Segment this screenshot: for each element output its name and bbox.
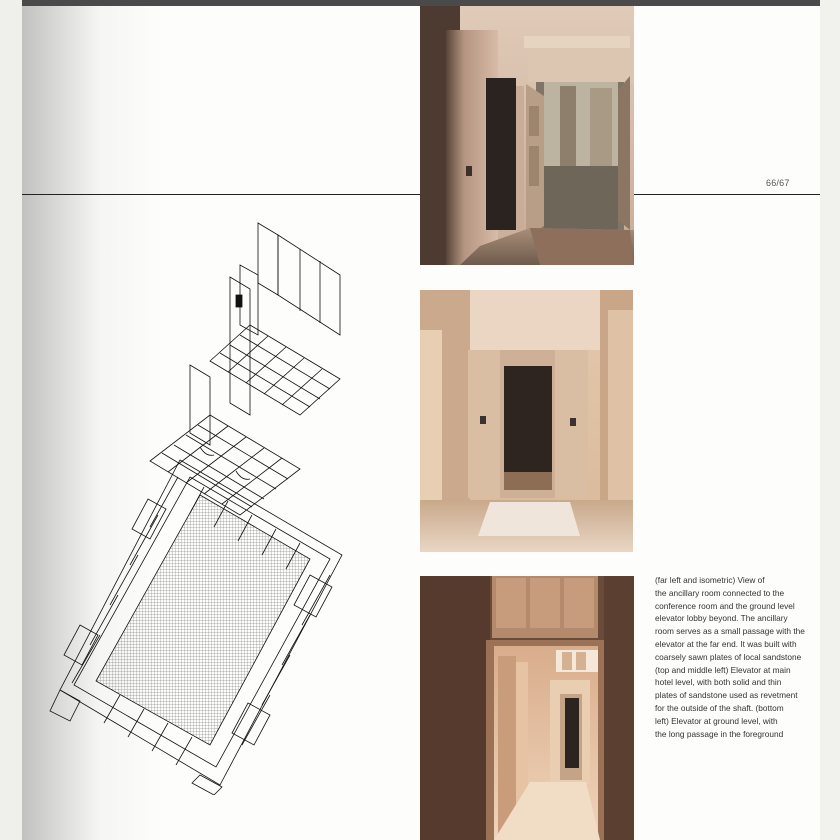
caption-line: (far left and isometric) View of (655, 575, 765, 585)
caption-line: the long passage in the foreground (655, 728, 784, 739)
caption-line: hotel level, with both solid and thin (655, 677, 782, 688)
photo-caption (655, 574, 805, 740)
page-margin-left (0, 0, 22, 840)
page-number: 66/67 (766, 178, 790, 188)
caption-line: elevator at the far end. It was built with (655, 638, 797, 649)
caption-line: elevator lobby beyond. The ancillary (655, 613, 788, 624)
caption-line: conference room and the ground level (655, 600, 795, 611)
caption-line: room serves as a small passage with the (655, 626, 805, 637)
elevator-main-level-photo (420, 290, 633, 552)
elevator-lobby-upper-photo (420, 6, 634, 265)
caption-line: for the outside of the shaft. (bottom (655, 702, 784, 713)
isometric-drawing (40, 215, 360, 795)
page-margin-right (820, 0, 840, 840)
caption-line: left) Elevator at ground level, with (655, 715, 778, 726)
caption-line: the ancillary room connected to the (655, 587, 785, 598)
ground-level-passage-photo (420, 576, 634, 840)
caption-line: plates of sandstone used as revetment (655, 690, 798, 701)
caption-line: (top and middle left) Elevator at main (655, 664, 791, 675)
caption-line: coarsely sawn plates of local sandstone (655, 651, 802, 662)
